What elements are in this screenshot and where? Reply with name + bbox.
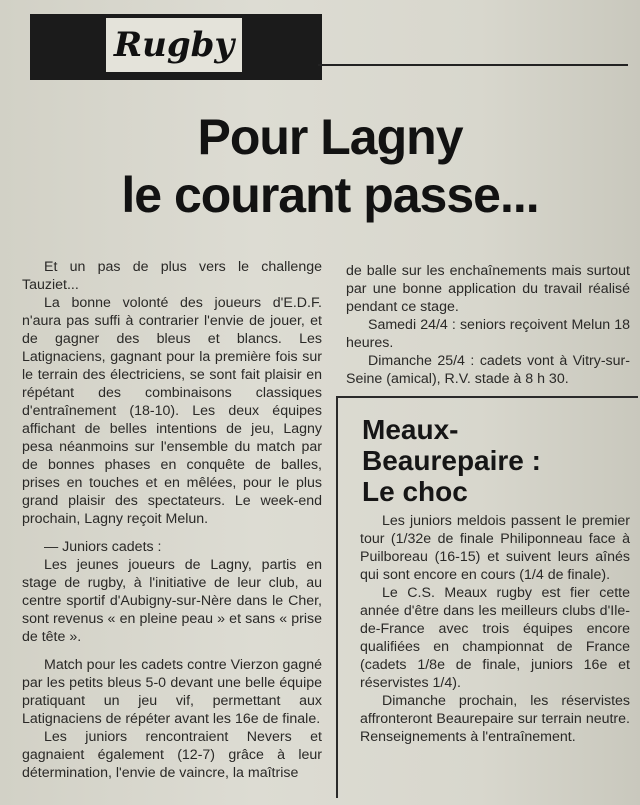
paragraph: Les juniors meldois passent le premier tour (1/32e de finale Philiponneau face à Puilboreau (16-15) et suivent leurs aînés qui sont encore en cours (1/4 de finale). bbox=[360, 513, 630, 583]
paragraph: Match pour les cadets contre Vierzon gagné par les petits bleus 5-0 devant une belle équipe pratiquant un jeu vif, permettant aux Latignaciens de répéter avant les 16e de finale. bbox=[22, 657, 322, 727]
headline-line-1: Pour Lagny bbox=[197, 109, 463, 165]
title-line: Le choc bbox=[362, 476, 468, 507]
paragraph: Dimanche 25/4 : cadets vont à Vitry-sur-Seine (amical), R.V. stade à 8 h 30. bbox=[346, 353, 630, 387]
headline-line-2: le courant passe... bbox=[121, 167, 539, 223]
paragraph: Les juniors rencontraient Nevers et gagnaient également (12-7) grâce à leur détermination, l'envie de vaincre, la maîtrise bbox=[22, 729, 322, 781]
section-heading: — Juniors cadets : bbox=[44, 539, 162, 555]
sidebar-article-body bbox=[360, 512, 630, 746]
article-right-column bbox=[346, 262, 630, 388]
rubric-title: Rugby bbox=[113, 25, 235, 65]
paragraph: La bonne volonté des joueurs d'E.D.F. n'aura pas suffi à contrarier l'envie de jouer, et de gagner des bleus et blancs. Les Latignaciens, gagnant pour la première fois sur le terrain des électriciens, se sont fait plaisir en répétant des combinaisons classiques d'entraînement (18-10). Les deux équipes affichant de belles intentions de jeu, Lagny pesa néanmoins sur l'ensemble du match par de bonnes phases en conquête de balles, prises en touches et en mêlées, pour le plus grand plaisir des spectateurs. Le week-end prochain, Lagny reçoit Melun. bbox=[22, 295, 322, 527]
title-line: Beaurepaire : bbox=[362, 445, 541, 476]
article-left-column bbox=[22, 258, 322, 782]
paragraph: Les jeunes joueurs de Lagny, partis en stage de rugby, à l'initiative de leur club, au centre sportif d'Aubigny-sur-Nère dans le Cher, sont revenus « en pleine peau » et sans « prise de tête ». bbox=[22, 557, 322, 645]
sidebar-article-title bbox=[362, 414, 622, 507]
title-line: Meaux- bbox=[362, 414, 459, 445]
headline bbox=[60, 108, 600, 224]
paragraph: Le C.S. Meaux rugby est fier cette année d'être dans les meilleurs clubs d'Ile-de-France avec trois équipes encore qualifiées en championnat de France (cadets 1/8e de finale, juniors 16e et réservistes 1/4). bbox=[360, 585, 630, 691]
paragraph: Et un pas de plus vers le challenge Tauziet... bbox=[22, 259, 322, 293]
rubric-box bbox=[106, 18, 242, 72]
paragraph: Dimanche prochain, les réservistes affronteront Beaurepaire sur terrain neutre. Renseignements à l'entraînement. bbox=[360, 693, 630, 745]
header-rule bbox=[318, 64, 628, 66]
paragraph: de balle sur les enchaînements mais surtout par une bonne application du travail réalisé pendant ce stage. bbox=[346, 263, 630, 315]
paragraph: Samedi 24/4 : seniors reçoivent Melun 18 heures. bbox=[346, 317, 630, 351]
